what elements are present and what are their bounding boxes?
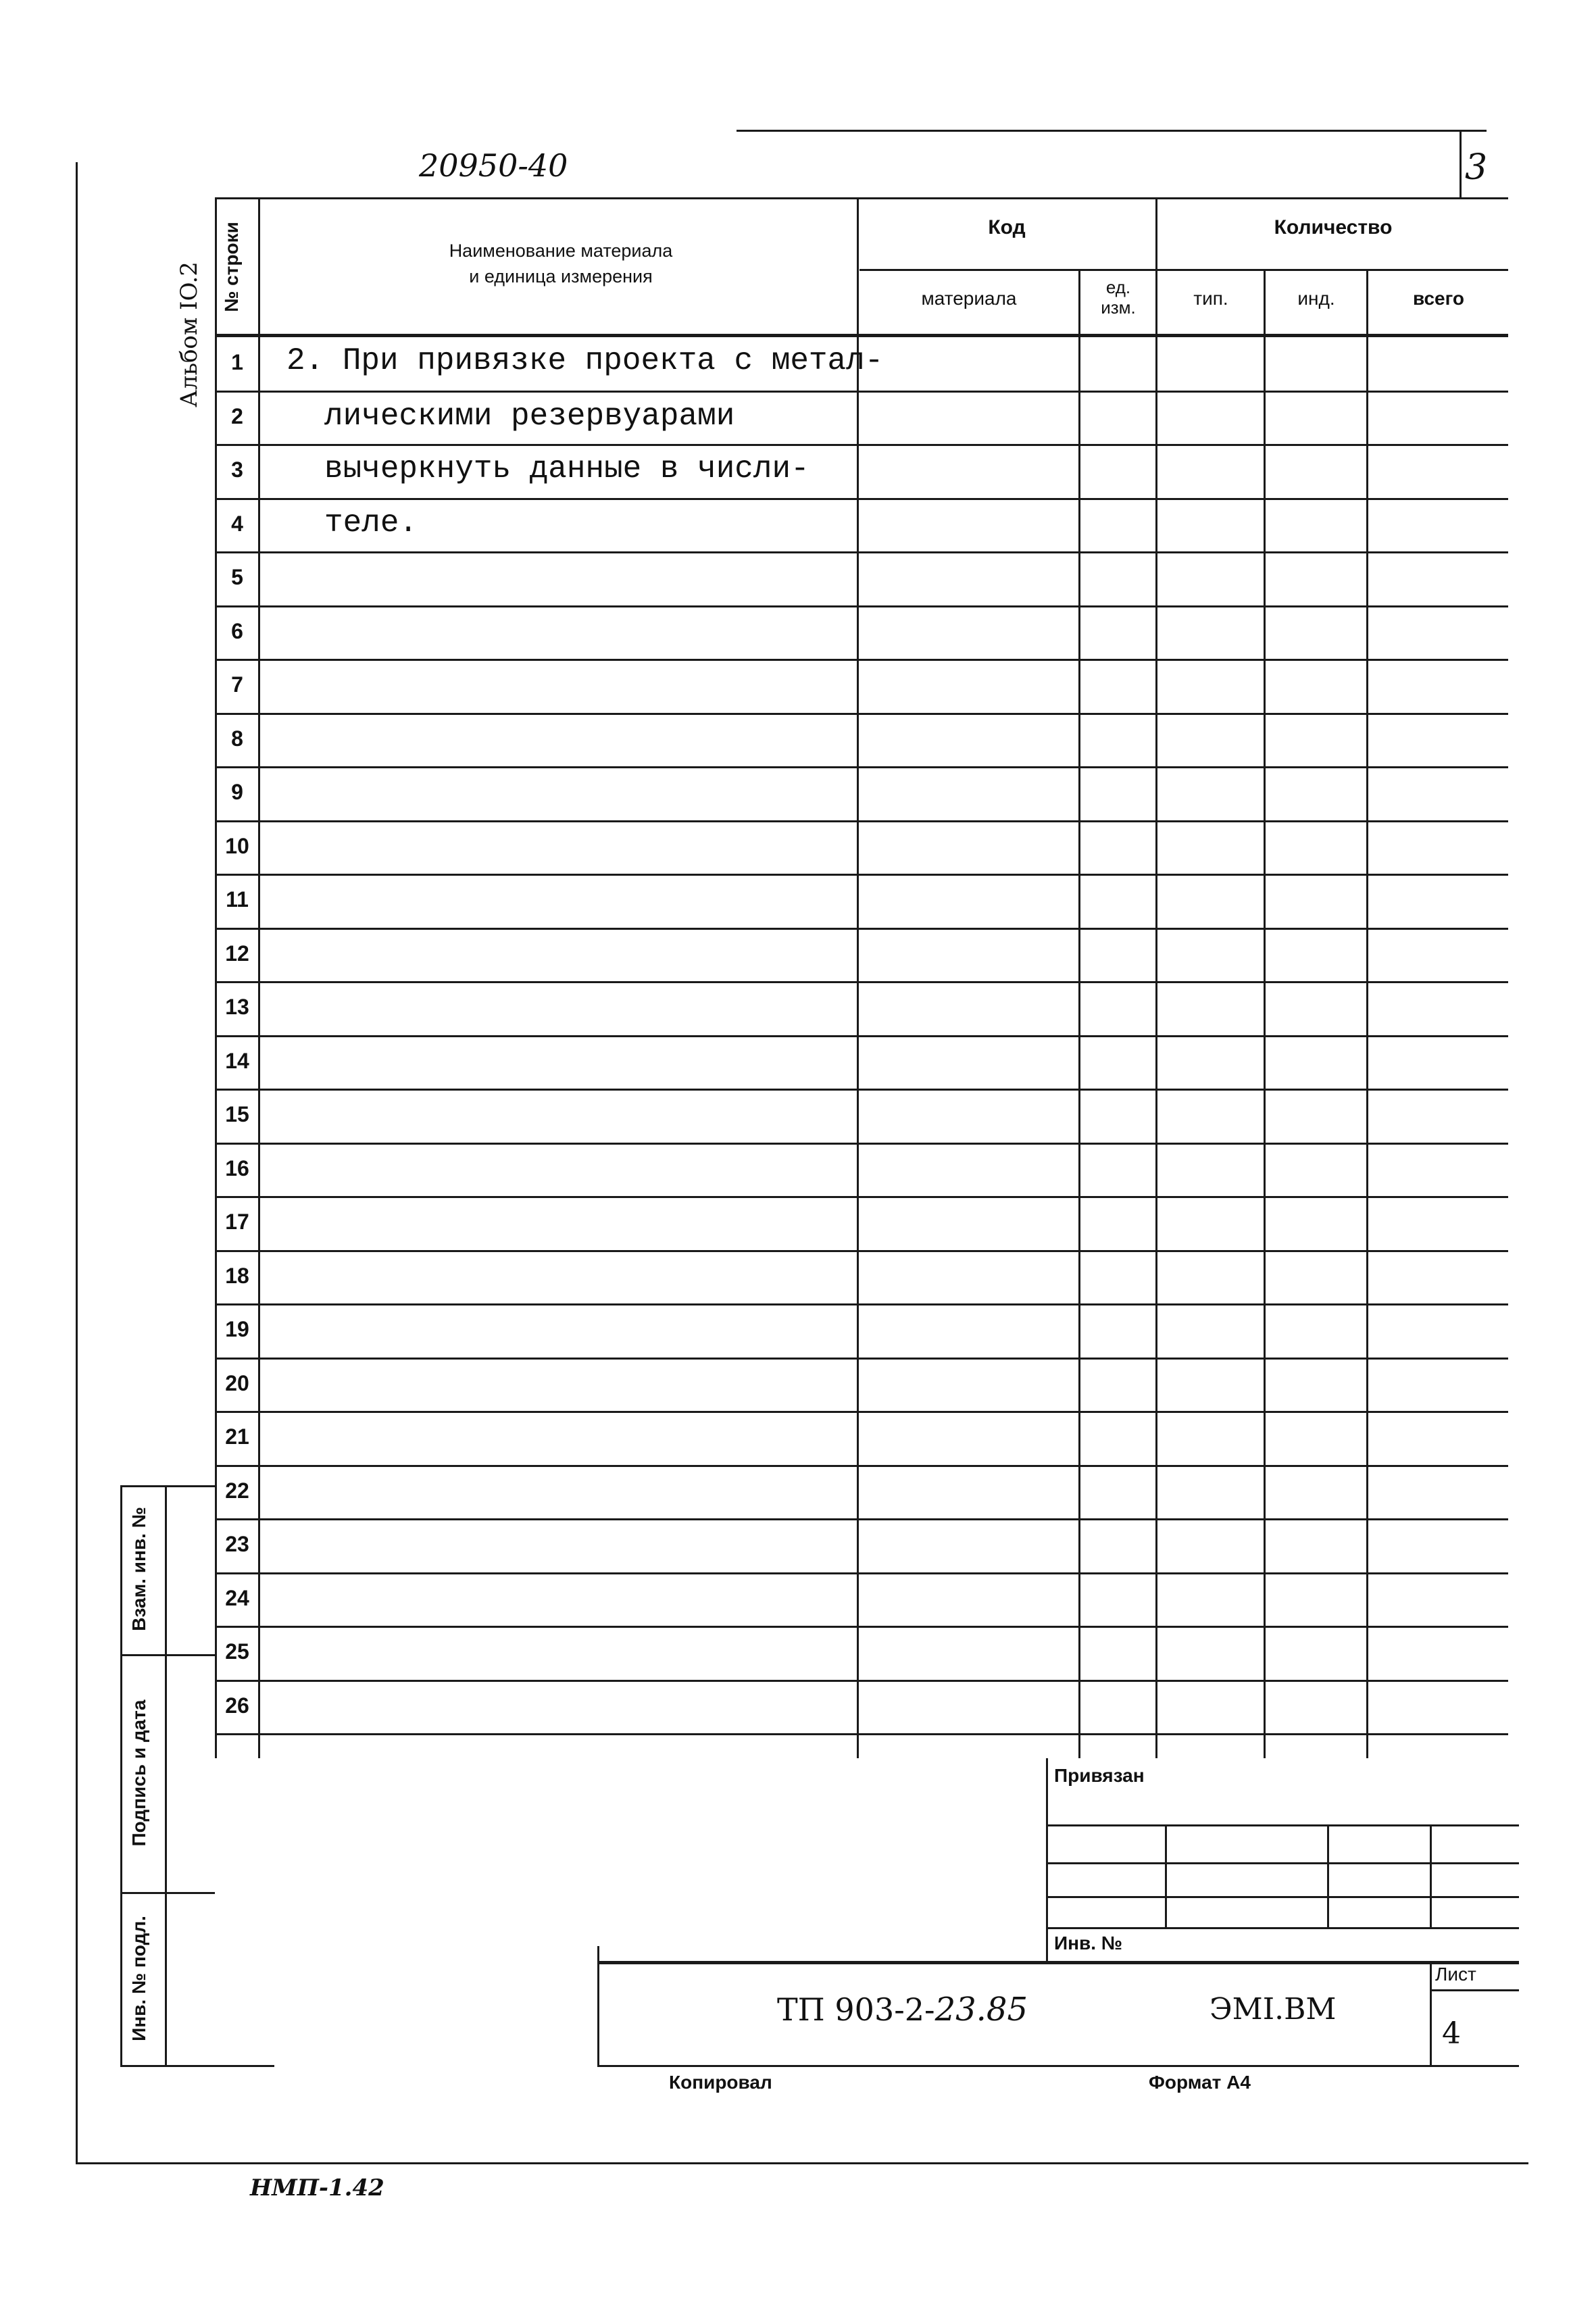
row-line [215, 713, 1508, 715]
row-line [215, 391, 1508, 393]
row-line [215, 1733, 1508, 1735]
tb-line-2 [1046, 1862, 1519, 1864]
top-border-line [737, 130, 1487, 132]
note-line-3: вычеркнуть данные в числи- [324, 451, 809, 487]
row-number: 15 [225, 1102, 249, 1126]
row-line [215, 1518, 1508, 1520]
row-line [215, 1358, 1508, 1360]
row-line [215, 820, 1508, 822]
row-number: 2 [231, 403, 243, 428]
row-line [215, 1572, 1508, 1574]
row-line [215, 766, 1508, 768]
row-number: 7 [231, 672, 243, 697]
row-line [215, 659, 1508, 661]
bottom-page-border [76, 2162, 1528, 2164]
row-line [215, 1196, 1508, 1198]
side-stamp-bottom [120, 2065, 274, 2067]
album-label: Альбом IO.2 [176, 262, 203, 407]
code-box-top [597, 1961, 1519, 1964]
col-left-border [215, 197, 217, 1758]
col-ind-border [1366, 269, 1368, 1758]
tb-col-3 [1430, 1824, 1432, 1927]
col-type-border [1264, 269, 1266, 1758]
row-number: 5 [231, 565, 243, 589]
row-line [215, 874, 1508, 876]
row-line [215, 444, 1508, 446]
col-header-type: тип. [1193, 288, 1228, 309]
row-line [215, 1143, 1508, 1145]
doc-code-suffix: 23.85 [934, 1991, 1028, 2028]
side-stamp-vzam-inv: Взам. инв. № [128, 1507, 149, 1631]
col-header-row-no: № строки [221, 222, 242, 312]
row-line [215, 1465, 1508, 1467]
sheet-box-left [1430, 1961, 1432, 2065]
tb-col-1 [1165, 1824, 1167, 1927]
code-box-bottom [597, 2065, 1519, 2067]
privyazan-label: Привязан [1054, 1765, 1145, 1786]
row-number: 18 [225, 1263, 249, 1288]
table-header-bottom [215, 334, 1508, 337]
tb-col-2 [1327, 1824, 1329, 1927]
row-number: 9 [231, 780, 243, 804]
row-line [215, 1626, 1508, 1628]
col-material-border [1078, 269, 1080, 1758]
side-stamp-div2 [120, 1892, 215, 1894]
doc-number-handwritten: 20950-40 [419, 147, 568, 184]
row-number: 26 [225, 1693, 249, 1718]
row-number: 24 [225, 1585, 249, 1610]
side-stamp-podpis-data: Подпись и дата [128, 1699, 149, 1847]
row-line [215, 498, 1508, 500]
row-number: 4 [231, 511, 243, 536]
row-number: 8 [231, 726, 243, 751]
row-number: 22 [225, 1478, 249, 1503]
left-page-border [76, 162, 78, 2162]
row-line [215, 1035, 1508, 1037]
tb-line-1 [1046, 1824, 1519, 1826]
row-number: 17 [225, 1210, 249, 1234]
code-box-left [597, 1946, 599, 2066]
row-line [215, 605, 1508, 607]
row-line [215, 1680, 1508, 1682]
row-line [215, 1411, 1508, 1413]
col-unit-border [1155, 197, 1157, 1758]
side-stamp-top [120, 1485, 215, 1487]
row-number: 3 [231, 457, 243, 482]
row-number: 19 [225, 1317, 249, 1341]
row-number: 10 [225, 833, 249, 858]
col-rowno-border [258, 197, 260, 1758]
table-subheader-line [859, 269, 1508, 271]
col-header-qty: Количество [1274, 216, 1393, 239]
col-header-code: Код [988, 216, 1026, 239]
col-name-border [857, 197, 859, 1758]
side-stamp-inv-podl: Инв. № подл. [128, 1916, 149, 2041]
top-corner-line [1460, 130, 1462, 197]
doc-code-prefix: ТП 903-2- [777, 1991, 935, 2028]
doc-mark: ЭМI.ВМ [1210, 1992, 1337, 2026]
row-number: 13 [225, 995, 249, 1019]
page-corner-number: 3 [1465, 147, 1488, 188]
row-line [215, 928, 1508, 930]
sheet-box-mid [1430, 1989, 1519, 1991]
row-number: 20 [225, 1370, 249, 1395]
row-number: 12 [225, 941, 249, 966]
titleblock-left [1046, 1758, 1048, 1961]
row-number: 25 [225, 1639, 249, 1664]
row-number: 23 [225, 1532, 249, 1556]
note-line-2: лическими резервуарами [324, 399, 735, 434]
sheet-label: Лист [1435, 1964, 1476, 1985]
note-line-1: 2. При привязке проекта с метал- [286, 343, 884, 378]
col-header-ind: инд. [1297, 288, 1335, 309]
footer-copied: Копировал [669, 2072, 772, 2093]
tb-line-4 [1046, 1927, 1519, 1929]
row-number: 11 [226, 887, 249, 912]
row-line [215, 551, 1508, 553]
row-line [215, 981, 1508, 983]
side-stamp-left [120, 1485, 122, 2066]
row-line [215, 1089, 1508, 1091]
col-header-material: материала [921, 288, 1017, 309]
inv-no-label: Инв. № [1054, 1933, 1123, 1953]
row-line [215, 1303, 1508, 1305]
col-header-total: всего [1412, 288, 1465, 309]
row-number: 21 [225, 1424, 249, 1449]
tb-line-3 [1046, 1896, 1519, 1898]
row-number: 14 [225, 1048, 249, 1073]
doc-code [777, 1991, 1028, 2028]
col-header-unit: ед. изм. [1101, 277, 1136, 318]
footer-format: Формат А4 [1149, 2072, 1251, 2093]
footer-stamp: НМП-1.42 [250, 2174, 384, 2201]
row-number: 16 [225, 1155, 249, 1180]
row-number: 6 [231, 618, 243, 643]
sheet-number: 4 [1442, 2016, 1461, 2051]
col-header-name: Наименование материала и единица измерения [449, 241, 673, 287]
side-stamp-mid [165, 1485, 167, 2066]
row-line [215, 1250, 1508, 1252]
note-line-4: теле. [324, 505, 418, 541]
row-number: 1 [231, 350, 243, 374]
table-top-line [215, 197, 1508, 199]
side-stamp-div1 [120, 1654, 215, 1656]
